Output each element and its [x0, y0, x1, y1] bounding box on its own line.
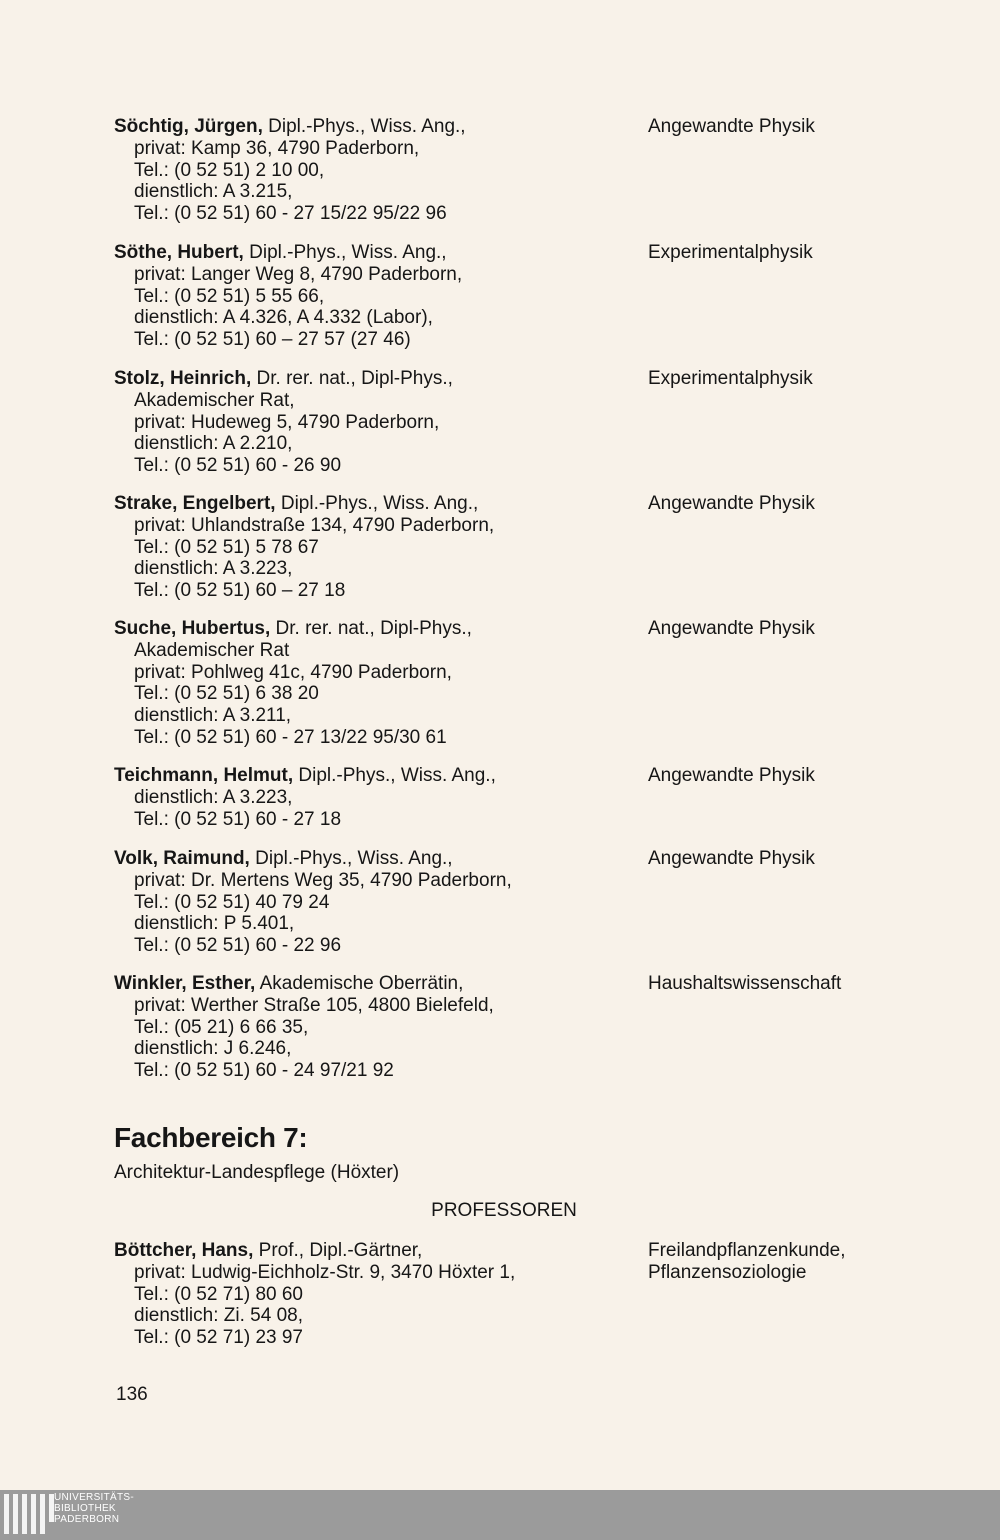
- library-logo-icon: [4, 1494, 54, 1534]
- entry-first-line: [114, 368, 634, 390]
- entry-detail-line: dienstlich: A 3.223,: [134, 558, 293, 580]
- department-line: Freilandpflanzenkunde,: [648, 1240, 846, 1261]
- department: [648, 242, 968, 264]
- department-line: Angewandte Physik: [648, 116, 815, 137]
- staff-name: Volk, Raimund,: [114, 848, 250, 869]
- entry-detail-line: privat: Ludwig-Eichholz-Str. 9, 3470 Höxter 1,: [134, 1261, 516, 1283]
- entry-detail-line: Tel.: (0 52 51) 40 79 24: [134, 891, 330, 913]
- entry-details: [114, 1240, 634, 1349]
- entry-detail-line: privat: Pohlweg 41c, 4790 Paderborn,: [134, 661, 452, 683]
- department-line: Experimentalphysik: [648, 242, 813, 263]
- library-footer: [0, 1490, 1000, 1540]
- department-line: Angewandte Physik: [648, 765, 815, 786]
- entry-first-line: [114, 848, 634, 870]
- library-logo-text: [54, 1492, 134, 1525]
- entry-detail-line: Tel.: (0 52 71) 80 60: [134, 1283, 303, 1305]
- department: [648, 368, 968, 390]
- department-line: Haushaltswissenschaft: [648, 973, 842, 994]
- entry-detail-line: Tel.: (0 52 51) 2 10 00,: [134, 159, 325, 181]
- entry-details: [114, 116, 634, 225]
- staff-title: Dipl.-Phys., Wiss. Ang.,: [275, 493, 479, 514]
- entry-detail-line: privat: Dr. Mertens Weg 35, 4790 Paderborn,: [134, 869, 512, 891]
- staff-title: Dr. rer. nat., Dipl-Phys.,: [251, 368, 453, 389]
- staff-title: Dipl.-Phys., Wiss. Ang.,: [293, 765, 496, 786]
- staff-name: Söchtig, Jürgen,: [114, 116, 263, 137]
- logo-line: BIBLIOTHEK: [54, 1503, 116, 1514]
- entry-detail-line: dienstlich: J 6.246,: [134, 1038, 292, 1060]
- entry-first-line: [114, 116, 634, 138]
- entry-detail-line: Tel.: (05 21) 6 66 35,: [134, 1016, 309, 1038]
- section-subheading: Architektur-Landespflege (Höxter): [114, 1162, 400, 1183]
- department-line: Angewandte Physik: [648, 493, 815, 514]
- staff-title: Prof., Dipl.-Gärtner,: [253, 1240, 423, 1261]
- entry-detail-line: dienstlich: P 5.401,: [134, 913, 295, 935]
- entry-first-line: [114, 973, 634, 995]
- department: [648, 116, 968, 138]
- logo-line: PADERBORN: [54, 1514, 120, 1525]
- section-label: PROFESSOREN: [431, 1200, 577, 1221]
- department: [648, 493, 968, 515]
- entry-first-line: [114, 618, 634, 640]
- staff-name: Suche, Hubertus,: [114, 618, 271, 639]
- entry-details: [114, 848, 634, 957]
- department: [648, 848, 968, 870]
- staff-title: Dipl.-Phys., Wiss. Ang.,: [262, 116, 466, 137]
- staff-title: Akademische Oberrätin,: [255, 973, 464, 994]
- staff-name: Stolz, Heinrich,: [114, 368, 252, 389]
- entry-first-line: [114, 765, 634, 787]
- entry-detail-line: privat: Langer Weg 8, 4790 Paderborn,: [134, 263, 463, 285]
- entry-detail-line: Tel.: (0 52 51) 60 - 22 96: [134, 935, 342, 957]
- entry-detail-line: Tel.: (0 52 51) 5 55 66,: [134, 285, 325, 307]
- department-line: Experimentalphysik: [648, 368, 813, 389]
- department: [648, 973, 968, 995]
- section-heading: Fachbereich 7:: [114, 1122, 308, 1153]
- entry-detail-line: Tel.: (0 52 51) 60 - 27 15/22 95/22 96: [134, 203, 447, 225]
- entry-detail-line: Tel.: (0 52 51) 60 – 27 18: [134, 580, 346, 602]
- entry-first-line: [114, 1240, 634, 1262]
- entry-details: [114, 973, 634, 1082]
- department: [648, 618, 968, 640]
- entry-detail-line: Tel.: (0 52 51) 60 – 27 57 (27 46): [134, 329, 411, 351]
- entry-first-line: [114, 493, 634, 515]
- entry-details: [114, 368, 634, 477]
- entry-detail-line: privat: Uhlandstraße 134, 4790 Paderborn,: [134, 514, 495, 536]
- staff-name: Winkler, Esther,: [114, 973, 256, 994]
- entry-details: [114, 242, 634, 351]
- department-line: Angewandte Physik: [648, 848, 815, 869]
- entry-detail-line: privat: Werther Straße 105, 4800 Bielefeld,: [134, 994, 494, 1016]
- entry-detail-line: Tel.: (0 52 71) 23 97: [134, 1327, 303, 1349]
- entry-detail-line: dienstlich: A 3.215,: [134, 181, 293, 203]
- department-line: Pflanzensoziologie: [648, 1261, 807, 1283]
- entry-first-line: [114, 242, 634, 264]
- entry-detail-line: Tel.: (0 52 51) 60 - 27 18: [134, 808, 342, 830]
- staff-name: Strake, Engelbert,: [114, 493, 276, 514]
- entry-detail-line: dienstlich: A 3.211,: [134, 705, 292, 727]
- staff-title: Dr. rer. nat., Dipl-Phys.,: [270, 618, 472, 639]
- staff-title: Dipl.-Phys., Wiss. Ang.,: [249, 848, 453, 869]
- entry-details: [114, 618, 634, 749]
- entry-detail-line: privat: Hudeweg 5, 4790 Paderborn,: [134, 411, 440, 433]
- entry-detail-line: Tel.: (0 52 51) 6 38 20: [134, 683, 319, 705]
- staff-name: Teichmann, Helmut,: [114, 765, 294, 786]
- department-line: Angewandte Physik: [648, 618, 815, 639]
- entry-detail-line: Tel.: (0 52 51) 60 - 26 90: [134, 455, 342, 477]
- department: [648, 1240, 968, 1284]
- entry-detail-line: dienstlich: A 2.210,: [134, 433, 293, 455]
- entry-detail-line: privat: Kamp 36, 4790 Paderborn,: [134, 137, 420, 159]
- entry-detail-line: Tel.: (0 52 51) 5 78 67: [134, 536, 319, 558]
- page-number: 136: [116, 1384, 148, 1405]
- entry-detail-line: Akademischer Rat,: [134, 389, 295, 411]
- entry-details: [114, 765, 634, 830]
- entry-detail-line: dienstlich: Zi. 54 08,: [134, 1305, 303, 1327]
- entry-detail-line: Tel.: (0 52 51) 60 - 27 13/22 95/30 61: [134, 726, 447, 748]
- entry-detail-line: dienstlich: A 3.223,: [134, 786, 293, 808]
- entry-detail-line: Tel.: (0 52 51) 60 - 24 97/21 92: [134, 1060, 394, 1082]
- department: [648, 765, 968, 787]
- entry-details: [114, 493, 634, 602]
- entry-detail-line: Akademischer Rat: [134, 639, 290, 661]
- staff-name: Söthe, Hubert,: [114, 242, 244, 263]
- staff-title: Dipl.-Phys., Wiss. Ang.,: [243, 242, 447, 263]
- staff-name: Böttcher, Hans,: [114, 1240, 254, 1261]
- entry-detail-line: dienstlich: A 4.326, A 4.332 (Labor),: [134, 307, 433, 329]
- logo-line: UNIVERSITÄTS-: [54, 1492, 135, 1503]
